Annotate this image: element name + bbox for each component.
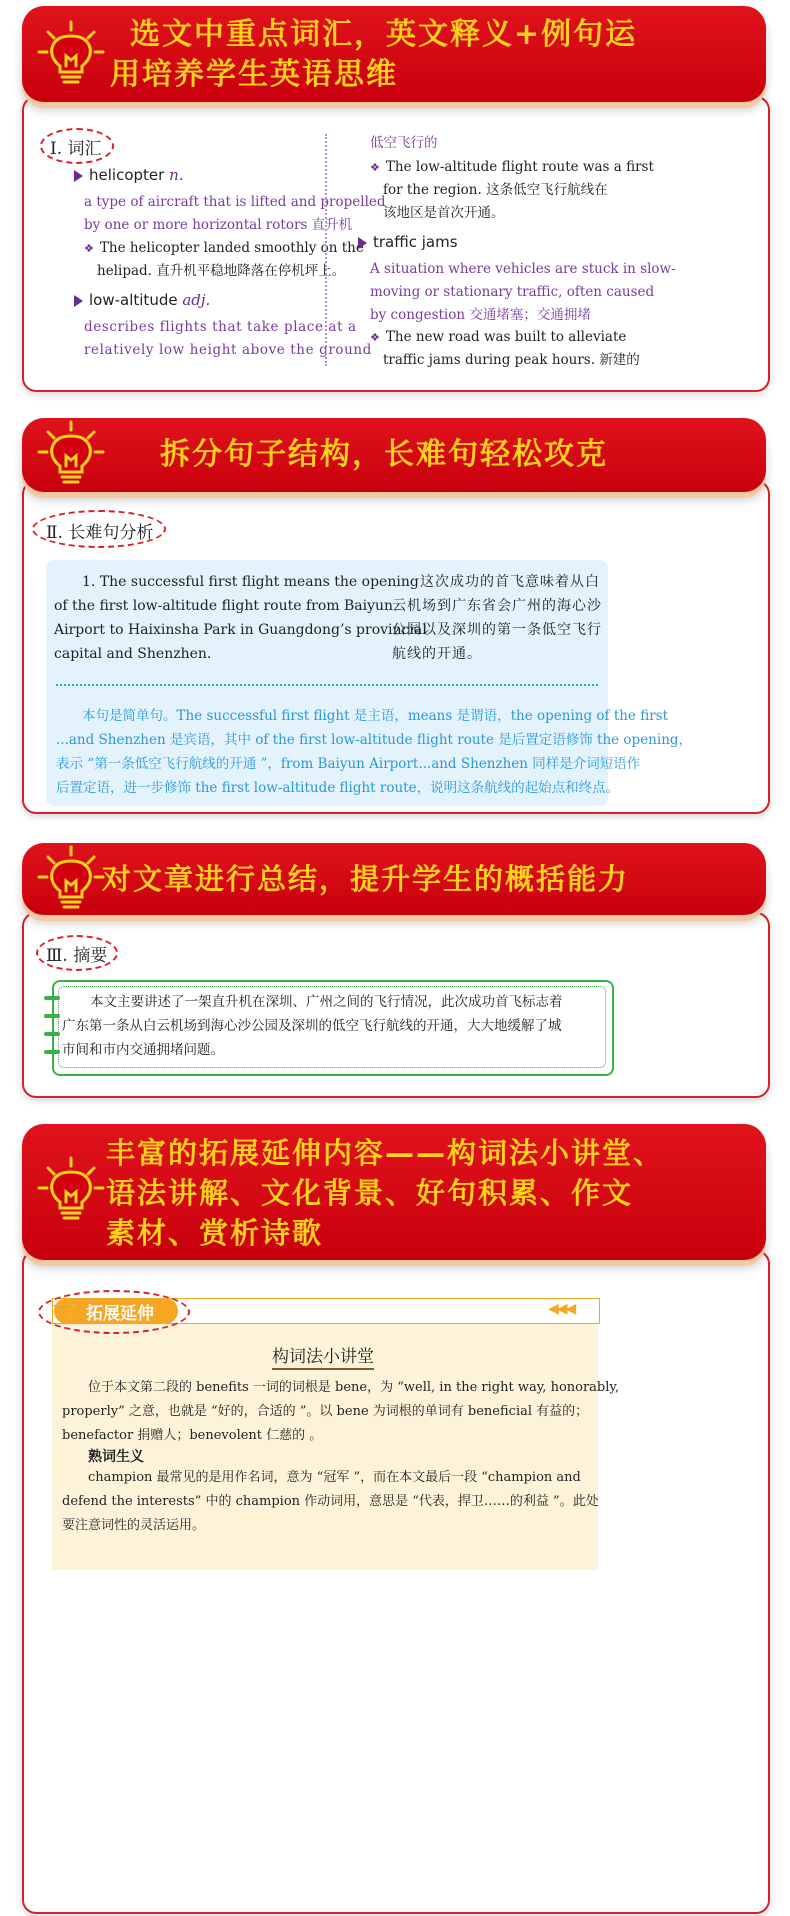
banner-title-line1: 丰富的拓展延伸内容——构词法小讲堂、 (106, 1136, 665, 1170)
banner-title-line2: 语法讲解、文化背景、好句积累、作文 (106, 1176, 634, 1210)
vocab-word-traffic-jams: traffic jams (358, 233, 458, 251)
banner-title-line3: 素材、赏析诗歌 (106, 1216, 324, 1250)
vocab-example: ❖ The low-altitude flight route was a first for the region. 这条低空飞行航线在 该地区是首次开通。 (370, 156, 654, 225)
binder-rings-icon (44, 988, 60, 1068)
sentence-chinese: 这次成功的首飞意味着从白 云机场到广东省会广州的海心沙 公园以及深圳的第一条低空飞行 航线的开通。 (392, 574, 602, 662)
vocab-word-helicopter: helicopter n. (74, 166, 184, 184)
vocab-example: ❖ The helicopter landed smoothly on the helipad. 直升机平稳地降落在停机坪上。 (84, 237, 364, 283)
sentence-analysis: 本句是简单句。The successful first flight 是主语，means 是谓语，the opening of the first ...and Shenzhen 是宾语，其中 of the first low-altitude flight route 是后置定语修饰 the opening， 表示 “第一条低空飞行航线的开通 ”，from Baiyun Airport...and Shenzhen 同样是介词短语作 后置定语，进一步修饰 the first low-altitude flight route，说明这条航线的起始点和终点。 (56, 708, 693, 796)
section-label-summary: Ⅲ. 摘要 (46, 946, 108, 966)
banner-title-line1: 选文中重点词汇，英文释义+例句运 (130, 17, 638, 52)
banner-title-line2: 用培养学生英语思维 (110, 57, 398, 92)
dotted-separator (56, 684, 598, 686)
extension-paragraph: 位于本文第二段的 benefits 一词的词根是 bene，为 “well, in the right way, honorably, properly” 之意，也就是 “好的，合适的 ”。以 bene 为词根的单词有 beneficial 有益的； benefactor 捐赠人；benevolent 仁慈的 。 (62, 1380, 620, 1443)
extension-paragraph: champion 最常见的是用作名词，意为 “冠军 ”，而在本文最后一段 “champion and defend the interests” 中的 champion 作动词用，意思是 “代表，捍卫……的利益 ”。此处 要注意词性的灵活运用。 (62, 1470, 599, 1533)
column-divider (325, 134, 327, 366)
banner-title: 对文章进行总结，提升学生的概括能力 (102, 862, 630, 896)
lightbulb-icon (36, 845, 106, 915)
lightbulb-icon (36, 420, 106, 490)
section-label-sentence: Ⅱ. 长难句分析 (46, 523, 154, 543)
diamond-bullet-icon: ❖ (84, 242, 94, 255)
summary-text: 本文主要讲述了一架直升机在深圳、广州之间的飞行情况，此次成功首飞标志着 广东第一条从白云机场到海心沙公园及深圳的低空飞行航线的开通，大大地缓解了城 市间和市内交通拥堵问题。 (62, 994, 563, 1058)
triangle-bullet-icon (74, 170, 83, 182)
triangle-bullet-icon (74, 295, 83, 307)
vocab-definition-continued: 低空飞行的 (370, 135, 438, 151)
extension-tag-label: 拓展延伸 (86, 1304, 154, 1324)
banner-title: 拆分句子结构，长难句轻松攻克 (160, 437, 608, 472)
section-label-vocab: I. 词汇 (50, 139, 102, 159)
vocab-word-low-altitude: low-altitude adj. (74, 291, 210, 309)
vocab-example: ❖ The new road was built to alleviate traffic jams during peak hours. 新建的 (370, 326, 640, 372)
extension-box-title: 构词法小讲堂 (272, 1342, 374, 1370)
sentence-english: 1. The successful first flight means the opening of the first low-altitude flight route from Baiyun Airport to Haixinsha Park in Guangdong’s provincial capital and Shenzhen. (54, 574, 427, 662)
triangle-bullet-icon (358, 237, 367, 249)
lightbulb-icon (36, 1156, 106, 1226)
vocab-definition: a type of aircraft that is lifted and propelled by one or more horizontal rotors 直升机 (84, 194, 386, 233)
lightbulb-icon (36, 20, 106, 90)
vocab-definition: A situation where vehicles are stuck in slow- moving or stationary traffic, often caused by congestion 交通堵塞；交通拥堵 (370, 261, 676, 323)
diamond-bullet-icon: ❖ (370, 161, 380, 174)
extension-subhead: 熟词生义 (88, 1449, 144, 1465)
vocab-definition: describes flights that take place at a relatively low height above the ground (84, 319, 372, 358)
arrow-left-icon: ◀◀◀ (548, 1301, 575, 1317)
star-icon: ★ (50, 1289, 79, 1327)
diamond-bullet-icon: ❖ (370, 331, 380, 344)
